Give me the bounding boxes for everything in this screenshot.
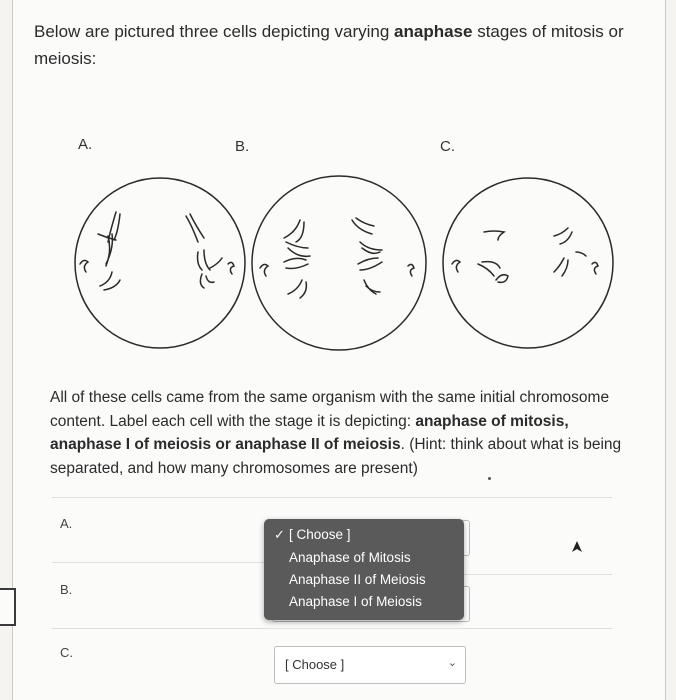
- chevron-down-icon: ⌄: [447, 657, 457, 669]
- cell-label-c: C.: [440, 138, 455, 155]
- separator-b: [52, 628, 612, 629]
- cell-b-membrane: [252, 176, 426, 350]
- cell-label-b: B.: [235, 138, 250, 155]
- cell-c-membrane: [443, 178, 613, 348]
- separator-a-right: [464, 574, 612, 575]
- cell-a-chromosomes: [80, 212, 234, 290]
- separator-a-left: [52, 562, 264, 563]
- question-text: Below are pictured three cells depicting varying anaphase stages of mitosis or meiosis:: [34, 22, 624, 68]
- answer-row-c-label: C.: [60, 645, 73, 660]
- dropdown-option-choose[interactable]: [ Choose ]: [289, 527, 351, 542]
- side-tab-marker[interactable]: [0, 588, 16, 626]
- answer-select-c-value: [ Choose ]: [285, 657, 345, 672]
- cell-label-a: A.: [78, 136, 93, 153]
- separator-top: [52, 497, 612, 498]
- stage-dropdown-menu[interactable]: [264, 519, 464, 620]
- dropdown-option-anaphase-mitosis[interactable]: Anaphase of Mitosis: [289, 550, 411, 565]
- stray-dot: [488, 477, 491, 480]
- cell-c-chromosomes: [452, 228, 598, 282]
- answer-select-c[interactable]: [274, 646, 466, 684]
- cell-b-chromosomes: [260, 218, 414, 298]
- answer-row-b-label: B.: [60, 582, 73, 597]
- instructions-text: All of these cells came from the same organism with the same initial chromosome content. Label each cell with the stage it is depicting: anaphase of mitosis, anaphase I of meiosis or anaphase II of meiosis. (Hint: think about what is being separated, and how many chromosomes are present): [50, 389, 622, 477]
- dropdown-option-anaphase-ii-meiosis[interactable]: Anaphase II of Meiosis: [289, 572, 426, 587]
- cell-a-membrane: [75, 178, 245, 348]
- dropdown-option-anaphase-i-meiosis[interactable]: Anaphase I of Meiosis: [289, 594, 422, 609]
- checkmark-icon: ✓: [274, 527, 285, 542]
- mouse-cursor-icon: [570, 540, 584, 554]
- cell-diagram: [60, 168, 620, 368]
- answer-row-a-label: A.: [60, 516, 73, 531]
